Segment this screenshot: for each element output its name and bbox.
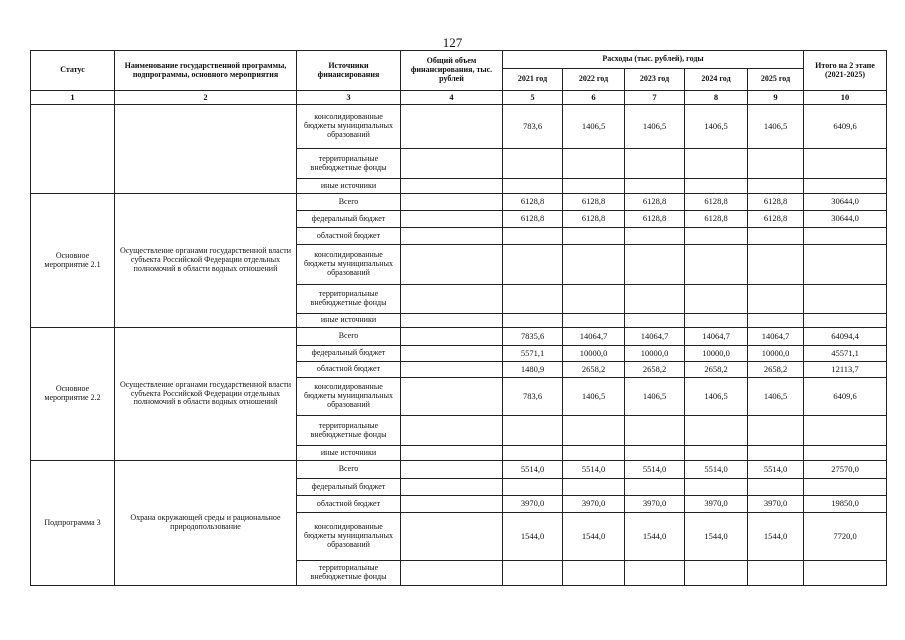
source-cell: консолидированные бюджеты муниципальных образований bbox=[297, 378, 401, 416]
total-volume-cell bbox=[401, 461, 503, 479]
budget-table bbox=[30, 50, 887, 586]
total-volume-cell bbox=[401, 179, 503, 194]
year-value-cell: 6128,8 bbox=[503, 194, 563, 211]
year-value-cell: 1406,5 bbox=[685, 105, 748, 149]
column-number: 1 bbox=[31, 91, 115, 105]
year-value-cell: 1406,5 bbox=[748, 105, 804, 149]
year-value-cell: 10000,0 bbox=[625, 346, 685, 362]
column-number: 2 bbox=[115, 91, 297, 105]
status-cell: Основное мероприятие 2.2 bbox=[31, 328, 115, 461]
year-value-cell bbox=[503, 245, 563, 285]
source-cell: консолидированные бюджеты муниципальных образований bbox=[297, 513, 401, 561]
year-value-cell: 1406,5 bbox=[625, 105, 685, 149]
year-value-cell bbox=[563, 179, 625, 194]
year-value-cell bbox=[685, 314, 748, 328]
table-row bbox=[31, 461, 887, 479]
itogo-cell: 27570,0 bbox=[804, 461, 887, 479]
year-value-cell bbox=[748, 446, 804, 461]
year-value-cell: 6128,8 bbox=[625, 211, 685, 228]
total-volume-cell bbox=[401, 561, 503, 586]
year-value-cell: 1480,9 bbox=[503, 362, 563, 378]
header-year: 2023 год bbox=[625, 69, 685, 91]
year-value-cell bbox=[503, 479, 563, 496]
year-value-cell: 5514,0 bbox=[563, 461, 625, 479]
table-row bbox=[31, 105, 887, 149]
year-value-cell bbox=[563, 446, 625, 461]
total-volume-cell bbox=[401, 285, 503, 314]
year-value-cell bbox=[685, 228, 748, 245]
year-value-cell bbox=[563, 416, 625, 446]
source-cell: федеральный бюджет bbox=[297, 346, 401, 362]
itogo-cell bbox=[804, 314, 887, 328]
year-value-cell: 1544,0 bbox=[625, 513, 685, 561]
source-cell: консолидированные бюджеты муниципальных образований bbox=[297, 105, 401, 149]
year-value-cell bbox=[503, 228, 563, 245]
year-value-cell bbox=[625, 179, 685, 194]
year-value-cell bbox=[563, 314, 625, 328]
year-value-cell: 6128,8 bbox=[748, 194, 804, 211]
year-value-cell: 14064,7 bbox=[563, 328, 625, 346]
column-number: 7 bbox=[625, 91, 685, 105]
total-volume-cell bbox=[401, 362, 503, 378]
itogo-cell bbox=[804, 561, 887, 586]
year-value-cell: 1406,5 bbox=[563, 378, 625, 416]
total-volume-cell bbox=[401, 346, 503, 362]
year-value-cell: 2658,2 bbox=[563, 362, 625, 378]
column-number: 4 bbox=[401, 91, 503, 105]
itogo-cell bbox=[804, 479, 887, 496]
status-cell: Основное мероприятие 2.1 bbox=[31, 194, 115, 328]
itogo-cell: 6409,6 bbox=[804, 378, 887, 416]
year-value-cell bbox=[503, 446, 563, 461]
source-cell: федеральный бюджет bbox=[297, 211, 401, 228]
year-value-cell bbox=[748, 228, 804, 245]
total-volume-cell bbox=[401, 211, 503, 228]
itogo-cell bbox=[804, 228, 887, 245]
year-value-cell: 3970,0 bbox=[503, 496, 563, 513]
year-value-cell bbox=[685, 561, 748, 586]
source-cell: областной бюджет bbox=[297, 496, 401, 513]
year-value-cell: 1544,0 bbox=[563, 513, 625, 561]
source-cell: территориальные внебюджетные фонды bbox=[297, 149, 401, 179]
year-value-cell: 10000,0 bbox=[685, 346, 748, 362]
year-value-cell bbox=[625, 479, 685, 496]
year-value-cell bbox=[563, 149, 625, 179]
year-value-cell bbox=[685, 149, 748, 179]
year-value-cell: 2658,2 bbox=[748, 362, 804, 378]
year-value-cell bbox=[625, 228, 685, 245]
year-value-cell: 6128,8 bbox=[503, 211, 563, 228]
year-value-cell bbox=[685, 446, 748, 461]
year-value-cell bbox=[685, 285, 748, 314]
source-cell: областной бюджет bbox=[297, 362, 401, 378]
itogo-cell: 30644,0 bbox=[804, 194, 887, 211]
year-value-cell: 6128,8 bbox=[563, 194, 625, 211]
itogo-cell bbox=[804, 285, 887, 314]
year-value-cell bbox=[503, 285, 563, 314]
total-volume-cell bbox=[401, 513, 503, 561]
header-sources: Источники финансирования bbox=[297, 51, 401, 91]
total-volume-cell bbox=[401, 245, 503, 285]
year-value-cell bbox=[685, 179, 748, 194]
year-value-cell bbox=[685, 479, 748, 496]
itogo-cell: 12113,7 bbox=[804, 362, 887, 378]
itogo-cell bbox=[804, 149, 887, 179]
itogo-cell: 45571,1 bbox=[804, 346, 887, 362]
year-value-cell: 6128,8 bbox=[685, 194, 748, 211]
source-cell: иные источники bbox=[297, 314, 401, 328]
column-number: 9 bbox=[748, 91, 804, 105]
year-value-cell bbox=[685, 245, 748, 285]
year-value-cell: 2658,2 bbox=[685, 362, 748, 378]
year-value-cell bbox=[625, 245, 685, 285]
total-volume-cell bbox=[401, 378, 503, 416]
itogo-cell bbox=[804, 446, 887, 461]
total-volume-cell bbox=[401, 496, 503, 513]
year-value-cell: 14064,7 bbox=[685, 328, 748, 346]
year-value-cell bbox=[748, 149, 804, 179]
total-volume-cell bbox=[401, 194, 503, 211]
year-value-cell bbox=[625, 285, 685, 314]
source-cell: Всего bbox=[297, 194, 401, 211]
year-value-cell: 6128,8 bbox=[563, 211, 625, 228]
itogo-cell: 7720,0 bbox=[804, 513, 887, 561]
year-value-cell: 783,6 bbox=[503, 105, 563, 149]
year-value-cell: 14064,7 bbox=[625, 328, 685, 346]
year-value-cell bbox=[563, 245, 625, 285]
year-value-cell bbox=[625, 561, 685, 586]
year-value-cell: 6128,8 bbox=[748, 211, 804, 228]
total-volume-cell bbox=[401, 149, 503, 179]
year-value-cell: 5514,0 bbox=[503, 461, 563, 479]
year-value-cell bbox=[503, 416, 563, 446]
year-value-cell: 1544,0 bbox=[503, 513, 563, 561]
year-value-cell: 1406,5 bbox=[625, 378, 685, 416]
year-value-cell bbox=[685, 416, 748, 446]
header-year: 2021 год bbox=[503, 69, 563, 91]
year-value-cell: 3970,0 bbox=[685, 496, 748, 513]
year-value-cell bbox=[563, 479, 625, 496]
year-value-cell: 6128,8 bbox=[625, 194, 685, 211]
header-year: 2025 год bbox=[748, 69, 804, 91]
total-volume-cell bbox=[401, 479, 503, 496]
year-value-cell bbox=[503, 149, 563, 179]
column-number: 10 bbox=[804, 91, 887, 105]
column-number: 6 bbox=[563, 91, 625, 105]
column-number: 5 bbox=[503, 91, 563, 105]
year-value-cell bbox=[748, 416, 804, 446]
total-volume-cell bbox=[401, 416, 503, 446]
source-cell: территориальные внебюджетные фонды bbox=[297, 416, 401, 446]
program-name-cell bbox=[115, 105, 297, 194]
status-cell: Подпрограмма 3 bbox=[31, 461, 115, 586]
year-value-cell: 5514,0 bbox=[625, 461, 685, 479]
column-number: 8 bbox=[685, 91, 748, 105]
year-value-cell: 1406,5 bbox=[563, 105, 625, 149]
itogo-cell bbox=[804, 245, 887, 285]
year-value-cell bbox=[503, 314, 563, 328]
year-value-cell: 1544,0 bbox=[685, 513, 748, 561]
table-row bbox=[31, 194, 887, 211]
column-number: 3 bbox=[297, 91, 401, 105]
program-name-cell: Осуществление органами государственной власти субъекта Российской Федерации отдельных полномочий в области водных отношений bbox=[115, 194, 297, 328]
source-cell: федеральный бюджет bbox=[297, 479, 401, 496]
itogo-cell bbox=[804, 179, 887, 194]
source-cell: территориальные внебюджетные фонды bbox=[297, 561, 401, 586]
year-value-cell: 3970,0 bbox=[625, 496, 685, 513]
source-cell: областной бюджет bbox=[297, 228, 401, 245]
year-value-cell bbox=[625, 314, 685, 328]
header-itogo: Итого на 2 этапе (2021-2025) bbox=[804, 51, 887, 91]
table-body bbox=[31, 105, 887, 586]
itogo-cell: 6409,6 bbox=[804, 105, 887, 149]
year-value-cell bbox=[563, 228, 625, 245]
source-cell: Всего bbox=[297, 461, 401, 479]
year-value-cell bbox=[625, 416, 685, 446]
year-value-cell: 5514,0 bbox=[685, 461, 748, 479]
source-cell: иные источники bbox=[297, 446, 401, 461]
year-value-cell bbox=[748, 314, 804, 328]
itogo-cell: 64094,4 bbox=[804, 328, 887, 346]
source-cell: территориальные внебюджетные фонды bbox=[297, 285, 401, 314]
page-number: 127 bbox=[442, 35, 463, 50]
year-value-cell bbox=[625, 149, 685, 179]
year-value-cell bbox=[503, 561, 563, 586]
header-year: 2024 год bbox=[685, 69, 748, 91]
year-value-cell: 3970,0 bbox=[563, 496, 625, 513]
year-value-cell: 5514,0 bbox=[748, 461, 804, 479]
year-value-cell: 2658,2 bbox=[625, 362, 685, 378]
year-value-cell: 3970,0 bbox=[748, 496, 804, 513]
year-value-cell: 1544,0 bbox=[748, 513, 804, 561]
table-row bbox=[31, 328, 887, 346]
itogo-cell: 30644,0 bbox=[804, 211, 887, 228]
year-value-cell bbox=[563, 285, 625, 314]
year-value-cell: 783,6 bbox=[503, 378, 563, 416]
total-volume-cell bbox=[401, 314, 503, 328]
year-value-cell bbox=[625, 446, 685, 461]
year-value-cell bbox=[748, 179, 804, 194]
year-value-cell: 5571,1 bbox=[503, 346, 563, 362]
total-volume-cell bbox=[401, 105, 503, 149]
source-cell: консолидированные бюджеты муниципальных образований bbox=[297, 245, 401, 285]
year-value-cell: 10000,0 bbox=[563, 346, 625, 362]
year-value-cell bbox=[748, 479, 804, 496]
header-year: 2022 год bbox=[563, 69, 625, 91]
status-cell bbox=[31, 105, 115, 194]
header-total-volume: Общий объем финансирования, тыс. рублей bbox=[401, 51, 503, 91]
itogo-cell bbox=[804, 416, 887, 446]
header-status: Статус bbox=[31, 51, 115, 91]
total-volume-cell bbox=[401, 228, 503, 245]
year-value-cell bbox=[748, 561, 804, 586]
year-value-cell bbox=[748, 245, 804, 285]
year-value-cell bbox=[563, 561, 625, 586]
year-value-cell: 6128,8 bbox=[685, 211, 748, 228]
year-value-cell: 1406,5 bbox=[685, 378, 748, 416]
header-name: Наименование государственной программы, подпрограммы, основного мероприятия bbox=[115, 51, 297, 91]
source-cell: Всего bbox=[297, 328, 401, 346]
program-name-cell: Осуществление органами государственной власти субъекта Российской Федерации отдельных полномочий в области водных отношений bbox=[115, 328, 297, 461]
year-value-cell: 10000,0 bbox=[748, 346, 804, 362]
program-name-cell: Охрана окружающей среды и рациональное природопользование bbox=[115, 461, 297, 586]
year-value-cell: 1406,5 bbox=[748, 378, 804, 416]
source-cell: иные источники bbox=[297, 179, 401, 194]
header-expenses: Расходы (тыс. рублей), годы bbox=[503, 51, 804, 69]
year-value-cell bbox=[748, 285, 804, 314]
year-value-cell: 14064,7 bbox=[748, 328, 804, 346]
itogo-cell: 19850,0 bbox=[804, 496, 887, 513]
total-volume-cell bbox=[401, 328, 503, 346]
total-volume-cell bbox=[401, 446, 503, 461]
year-value-cell bbox=[503, 179, 563, 194]
year-value-cell: 7835,6 bbox=[503, 328, 563, 346]
